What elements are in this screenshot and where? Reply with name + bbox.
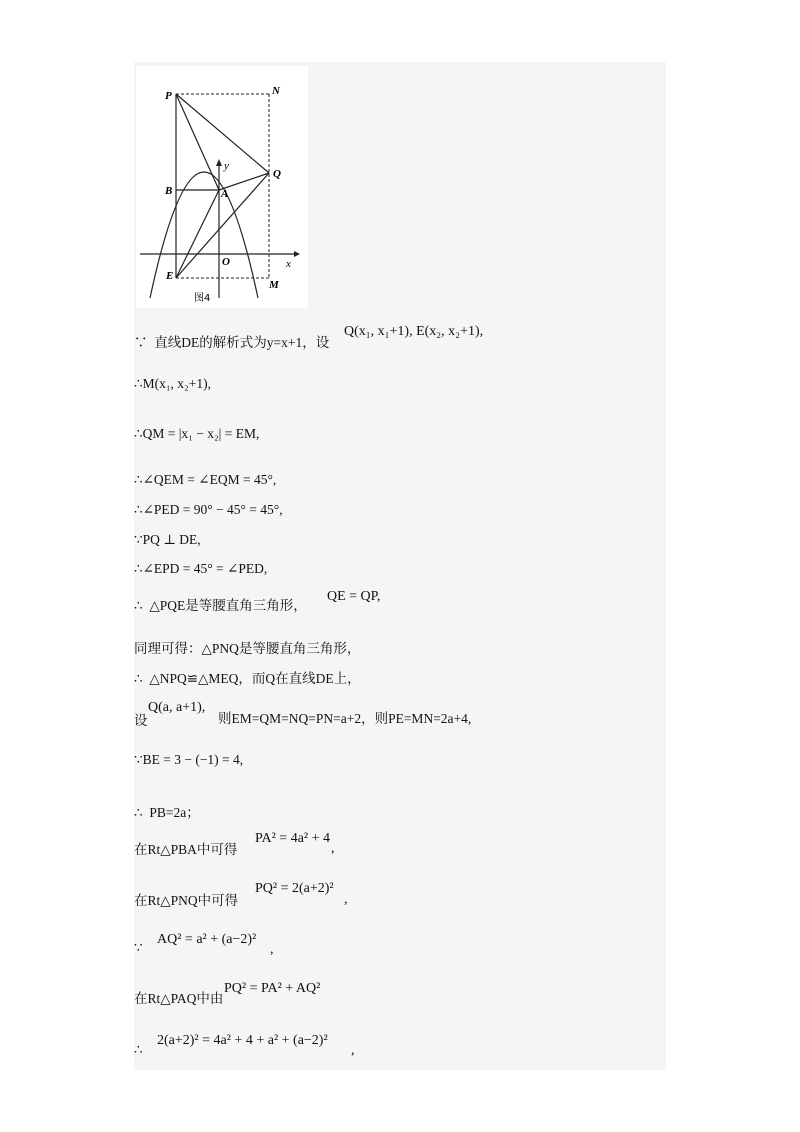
segment-PA [176, 94, 219, 190]
step-line: ∴∠QEM = ∠EQM = 45°, [134, 472, 277, 487]
step-line: ∵PQ ⊥ DE, [134, 532, 201, 547]
formula-pythagoras: PQ² = PA² + AQ² [224, 981, 321, 996]
label-M: M [269, 279, 279, 291]
x-axis-arrow [294, 251, 300, 257]
formula-PQ2: PQ² = 2(a+2)² [255, 881, 334, 896]
step-line: ∴∠PED = 90° − 45° = 45°, [134, 502, 283, 517]
label-P: P [165, 90, 172, 102]
formula-Q-a: Q(a, a+1), [148, 700, 206, 715]
formula-lengths: 则EM=QM=NQ=PN=a+2，则PE=MN=2a+4, [218, 711, 472, 726]
segment-PQ [176, 94, 269, 173]
formula-comma: , [270, 942, 274, 957]
step-line: ∴ PB=2a； [134, 805, 200, 820]
label-E: E [166, 270, 174, 282]
step-line: ∴ [134, 1042, 143, 1057]
step-line: 在Rt△PAQ中由 [134, 991, 224, 1006]
formula-comma: , [344, 892, 348, 907]
formula-comma: , [351, 1043, 355, 1058]
formula-final: 2(a+2)² = 4a² + 4 + a² + (a−2)² [157, 1033, 328, 1048]
step-line: 在Rt△PNQ中可得 [134, 893, 239, 908]
step-line: ∴∠EPD = 45° = ∠PED, [134, 561, 268, 576]
geometry-figure [136, 66, 308, 308]
formula-QE-coords: Q(x₁, x₁+1), E(x₂, x₂+1), [344, 324, 484, 339]
step-line: ∴ △PQE是等腰直角三角形， [134, 598, 307, 613]
label-A: A [221, 188, 229, 200]
y-axis-arrow [216, 159, 222, 166]
label-x: x [286, 258, 291, 270]
step-line: ∵ 直线DE的解析式为y=x+1，设 [134, 335, 330, 350]
step-line: ∴QM = |x₁ − x₂| = EM, [134, 426, 260, 441]
formula-AQ2: AQ² = a² + (a−2)² [157, 932, 257, 947]
formula-comma: , [331, 841, 335, 856]
segment-EA [176, 190, 219, 278]
step-line: ∵BE = 3 − (−1) = 4, [134, 752, 244, 767]
formula-QE-QP: QE = QP, [327, 589, 381, 604]
step-line: 在Rt△PBA中可得 [134, 842, 238, 857]
step-line: 同理可得：△PNQ是等腰直角三角形， [134, 641, 361, 656]
label-B: B [165, 185, 173, 197]
step-line: ∵ [134, 940, 143, 955]
label-Q: Q [273, 168, 281, 180]
label-N: N [272, 85, 280, 97]
label-y: y [224, 160, 229, 172]
step-line: ∴ △NPQ≌△MEQ，而Q在直线DE上， [134, 671, 361, 686]
step-line: 设 [134, 713, 148, 728]
step-line: ∴M(x₁, x₂+1), [134, 376, 211, 391]
figure-caption: 图4 [194, 293, 211, 304]
figure-svg [136, 66, 308, 308]
formula-PA2: PA² = 4a² + 4 [255, 831, 331, 846]
label-O: O [222, 256, 230, 268]
